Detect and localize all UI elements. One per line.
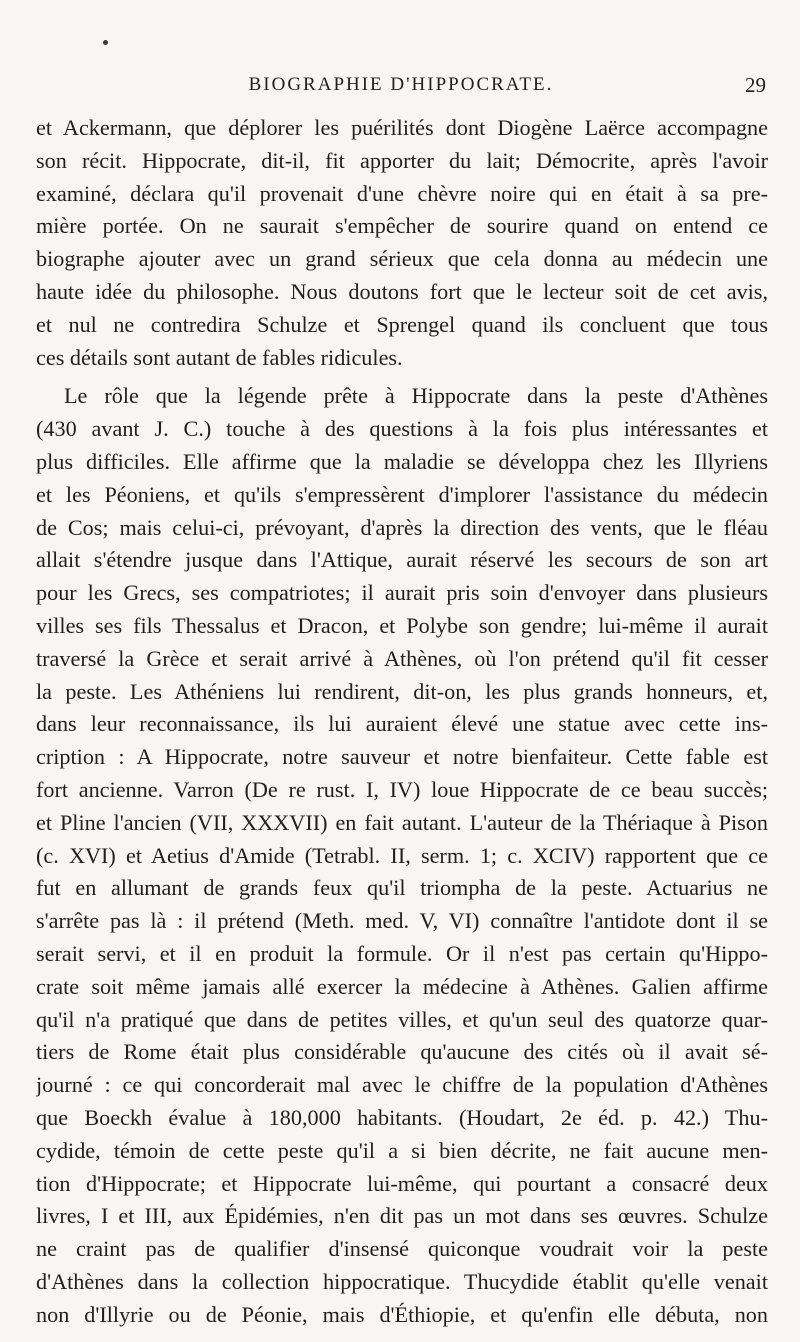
text-line: serait servi, et il en produit la formule. Or il n'est pas certain qu'Hippo- bbox=[36, 940, 768, 966]
text-line: et Pline l'ancien (VII, XXXVII) en fait autant. L'auteur de la Thériaque à Pison bbox=[36, 809, 768, 835]
text-line: dans leur reconnaissance, ils lui auraient élevé une statue avec cette ins- bbox=[36, 711, 768, 737]
paragraph-1 bbox=[36, 112, 768, 374]
text-line: ces détails sont autant de fables ridicules. bbox=[36, 344, 403, 370]
text-line: (c. XVI) et Aetius d'Amide (Tetrabl. II, serm. 1; c. XCIV) rapportent que ce bbox=[36, 842, 768, 868]
text-line: tion d'Hippocrate; et Hippocrate lui-même, qui pourtant a consacré deux bbox=[36, 1170, 768, 1196]
text-line: journé : ce qui concorderait mal avec le chiffre de la population d'Athènes bbox=[36, 1072, 768, 1098]
text-line: tiers de Rome était plus considérable qu'aucune des cités où il avait sé- bbox=[36, 1039, 768, 1065]
ink-speck bbox=[103, 40, 108, 45]
text-line: plus difficiles. Elle affirme que la maladie se développa chez les Illyriens bbox=[36, 448, 768, 474]
text-line: son récit. Hippocrate, dit-il, fit apporter du lait; Démocrite, après l'avoir bbox=[36, 147, 768, 173]
text-line: non d'Illyrie ou de Péonie, mais d'Éthiopie, et qu'enfin elle débuta, non bbox=[36, 1301, 768, 1327]
text-line: fort ancienne. Varron (De re rust. I, IV) loue Hippocrate de ce beau succès; bbox=[36, 776, 768, 802]
text-line: crate soit même jamais allé exercer la médecine à Athènes. Galien affirme bbox=[36, 973, 768, 999]
text-line: que Boeckh évalue à 180,000 habitants. (Houdart, 2e éd. p. 42.) Thu- bbox=[36, 1104, 768, 1130]
text-line: biographe ajouter avec un grand sérieux que cela donna au médecin une bbox=[36, 246, 768, 272]
body-text bbox=[36, 112, 768, 1331]
page-header bbox=[36, 70, 766, 100]
text-line: et nul ne contredira Schulze et Sprengel quand ils concluent que tous bbox=[36, 311, 768, 337]
text-line: allait s'étendre jusque dans l'Attique, aurait réservé les secours de son art bbox=[36, 547, 768, 573]
text-line: mière portée. On ne saurait s'empêcher de sourire quand on entend ce bbox=[36, 213, 768, 239]
running-title: BIOGRAPHIE D'HIPPOCRATE. bbox=[248, 74, 554, 95]
page-number: 29 bbox=[745, 73, 766, 97]
text-line: (430 avant J. C.) touche à des questions à la fois plus intéressantes et bbox=[36, 416, 768, 442]
text-line: d'Athènes dans la collection hippocratique. Thucydide établit qu'elle venait bbox=[36, 1268, 768, 1294]
text-line: et Ackermann, que déplorer les puérilités dont Diogène Laërce accompagne bbox=[36, 115, 768, 140]
text-line: s'arrête pas là : il prétend (Meth. med. V, VI) connaître l'antidote dont il se bbox=[36, 908, 768, 934]
text-line: pour les Grecs, ses compatriotes; il aurait pris soin d'envoyer dans plusieurs bbox=[36, 580, 768, 606]
text-line: traversé la Grèce et serait arrivé à Athènes, où l'on prétend qu'il fit cesser bbox=[36, 645, 768, 671]
text-line: de Cos; mais celui-ci, prévoyant, d'après la direction des vents, que le fléau bbox=[36, 514, 768, 540]
text-line: livres, I et III, aux Épidémies, n'en dit pas un mot dans ses œuvres. Schulze bbox=[36, 1203, 768, 1229]
text-line: haute idée du philosophe. Nous doutons fort que le lecteur soit de cet avis, bbox=[36, 278, 768, 304]
text-line: examiné, déclara qu'il provenait d'une chèvre noire qui en était à sa pre- bbox=[36, 180, 768, 206]
text-line: fut en allumant de grands feux qu'il triompha de la peste. Actuarius ne bbox=[36, 875, 768, 901]
paragraph-2 bbox=[36, 380, 768, 1331]
text-line: et les Péoniens, et qu'ils s'empressèrent d'implorer l'assistance du médecin bbox=[36, 481, 768, 507]
text-line: qu'il n'a pratiqué que dans de petites villes, et qu'un seul des quatorze quar- bbox=[36, 1006, 768, 1032]
text-line: cydide, témoin de cette peste qu'il a si bien décrite, ne fait aucune men- bbox=[36, 1137, 768, 1163]
text-line: ne craint pas de qualifier d'insensé quiconque voudrait voir la peste bbox=[36, 1236, 768, 1262]
text-line: la peste. Les Athéniens lui rendirent, dit-on, les plus grands honneurs, et, bbox=[36, 678, 768, 704]
text-line: Le rôle que la légende prête à Hippocrate dans la peste d'Athènes bbox=[64, 383, 768, 409]
text-line: cription : A Hippocrate, notre sauveur et notre bienfaiteur. Cette fable est bbox=[36, 744, 768, 770]
text-line: villes ses fils Thessalus et Dracon, et Polybe son gendre; lui-même il aurait bbox=[36, 612, 768, 638]
